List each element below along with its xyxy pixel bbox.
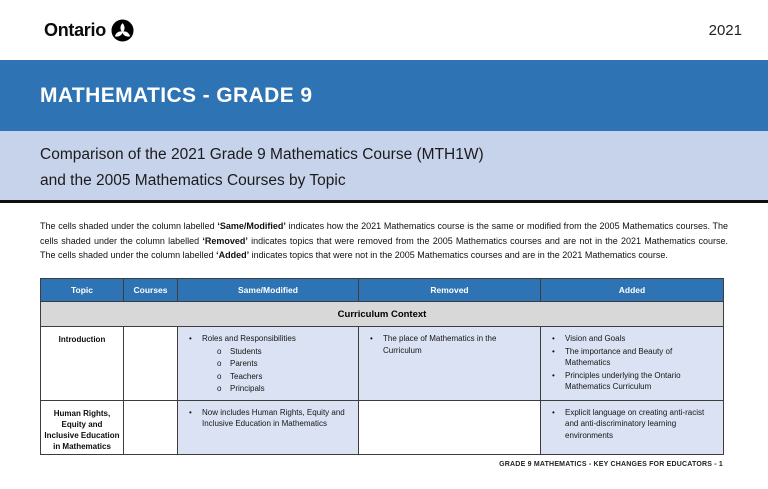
bullet-item bbox=[189, 333, 352, 345]
comparison-table bbox=[40, 278, 724, 455]
added-cell bbox=[541, 327, 724, 401]
year-label: 2021 bbox=[708, 21, 742, 39]
intro-text: indicates topics that were removed from the 2005 Mathematics courses and are not in the 2021 Mathematics course. The cells shaded under the column labelled bbox=[40, 235, 728, 260]
removed-cell bbox=[359, 400, 541, 454]
bullet-text: Principles underlying the Ontario Mathematics Curriculum bbox=[565, 370, 681, 391]
bullet-item bbox=[552, 346, 717, 369]
intro-bold-term: ‘Removed’ bbox=[202, 235, 248, 246]
intro-text: indicates how the 2021 Mathematics course is the same or modified from the 2005 Mathematics courses. The cells shaded under the column labelled bbox=[40, 221, 728, 246]
bullet-icon: • bbox=[552, 370, 555, 380]
bullet-text: Roles and Responsibilities bbox=[202, 334, 296, 343]
sub-bullet-icon: o bbox=[217, 384, 222, 393]
bullet-item bbox=[552, 370, 717, 393]
col-header-courses: Courses bbox=[124, 279, 178, 302]
table-row bbox=[41, 400, 724, 454]
ontario-logo bbox=[44, 19, 134, 42]
comparison-table-body bbox=[41, 302, 724, 455]
topic-line: Equity and bbox=[61, 419, 103, 429]
page-title: MATHEMATICS - GRADE 9 bbox=[40, 83, 313, 107]
section-title-curriculum-context: Curriculum Context bbox=[41, 302, 724, 327]
table-row bbox=[41, 327, 724, 401]
topic-line: Inclusive Education bbox=[44, 430, 120, 440]
bullet-text: The importance and Beauty of Mathematics bbox=[565, 346, 673, 367]
bullet-icon: • bbox=[552, 407, 555, 417]
ontario-logo-text: Ontario bbox=[44, 19, 106, 40]
bullet-item bbox=[189, 407, 352, 430]
topic-cell bbox=[41, 327, 124, 401]
page-footer: GRADE 9 MATHEMATICS - KEY CHANGES FOR EDUCATORS - 1 bbox=[499, 461, 723, 468]
bullet-icon: • bbox=[552, 346, 555, 356]
sub-bullet-item bbox=[217, 358, 352, 370]
subtitle-line-2: and the 2005 Mathematics Courses by Topic bbox=[40, 172, 346, 189]
sub-bullet-item bbox=[217, 346, 352, 358]
col-header-topic: Topic bbox=[41, 279, 124, 302]
topic-line: Introduction bbox=[58, 335, 106, 344]
trillium-icon bbox=[111, 19, 134, 42]
sub-bullet-text: Teachers bbox=[230, 371, 263, 381]
topic-cell bbox=[41, 400, 124, 454]
removed-cell bbox=[359, 327, 541, 401]
title-banner bbox=[0, 60, 768, 131]
bullet-text: Now includes Human Rights, Equity and Inclusive Education in Mathematics bbox=[202, 407, 345, 428]
intro-text: The cells shaded under the column labelled bbox=[40, 221, 218, 231]
bullet-text: The place of Mathematics in the Curriculum bbox=[383, 334, 497, 355]
intro-bold-term: ‘Added’ bbox=[216, 250, 250, 260]
sub-bullet-item bbox=[217, 371, 352, 383]
bullet-item bbox=[552, 333, 717, 345]
bullet-icon: • bbox=[370, 334, 373, 343]
bullet-icon: • bbox=[189, 334, 192, 343]
bullet-icon: • bbox=[189, 407, 192, 417]
col-header-removed: Removed bbox=[359, 279, 541, 302]
intro-text: indicates topics that were not in the 2005 Mathematics courses and are in the 2021 Mathematics course. bbox=[249, 250, 668, 260]
added-cell bbox=[541, 400, 724, 454]
topic-line: Human Rights, bbox=[53, 408, 111, 418]
subtitle-line-1: Comparison of the 2021 Grade 9 Mathematics Course (MTH1W) bbox=[40, 146, 484, 163]
courses-cell bbox=[124, 327, 178, 401]
topic-line: in Mathematics bbox=[53, 441, 111, 451]
bullet-icon: • bbox=[552, 334, 555, 343]
sub-bullet-icon: o bbox=[217, 371, 222, 381]
intro-paragraph bbox=[40, 219, 728, 263]
table-header-row bbox=[41, 279, 724, 302]
col-header-added: Added bbox=[541, 279, 724, 302]
sub-bullet-icon: o bbox=[217, 359, 222, 368]
sub-bullet-text: Parents bbox=[230, 359, 258, 368]
subtitle-band bbox=[0, 131, 768, 203]
bullet-item bbox=[552, 407, 717, 442]
top-header bbox=[0, 0, 768, 60]
intro-bold-term: ‘Same/Modified’ bbox=[217, 221, 286, 231]
same-modified-cell bbox=[178, 327, 359, 401]
section-row bbox=[41, 302, 724, 327]
bullet-item bbox=[370, 333, 534, 356]
sub-bullet-item bbox=[217, 383, 352, 395]
sub-bullet-text: Principals bbox=[230, 384, 265, 393]
same-modified-cell bbox=[178, 400, 359, 454]
sub-bullet-text: Students bbox=[230, 346, 262, 356]
col-header-same-modified: Same/Modified bbox=[178, 279, 359, 302]
bullet-text: Explicit language on creating anti-racist and anti-discriminatory learning environments bbox=[565, 407, 705, 440]
courses-cell bbox=[124, 400, 178, 454]
bullet-text: Vision and Goals bbox=[565, 334, 626, 343]
sub-bullet-icon: o bbox=[217, 346, 222, 356]
